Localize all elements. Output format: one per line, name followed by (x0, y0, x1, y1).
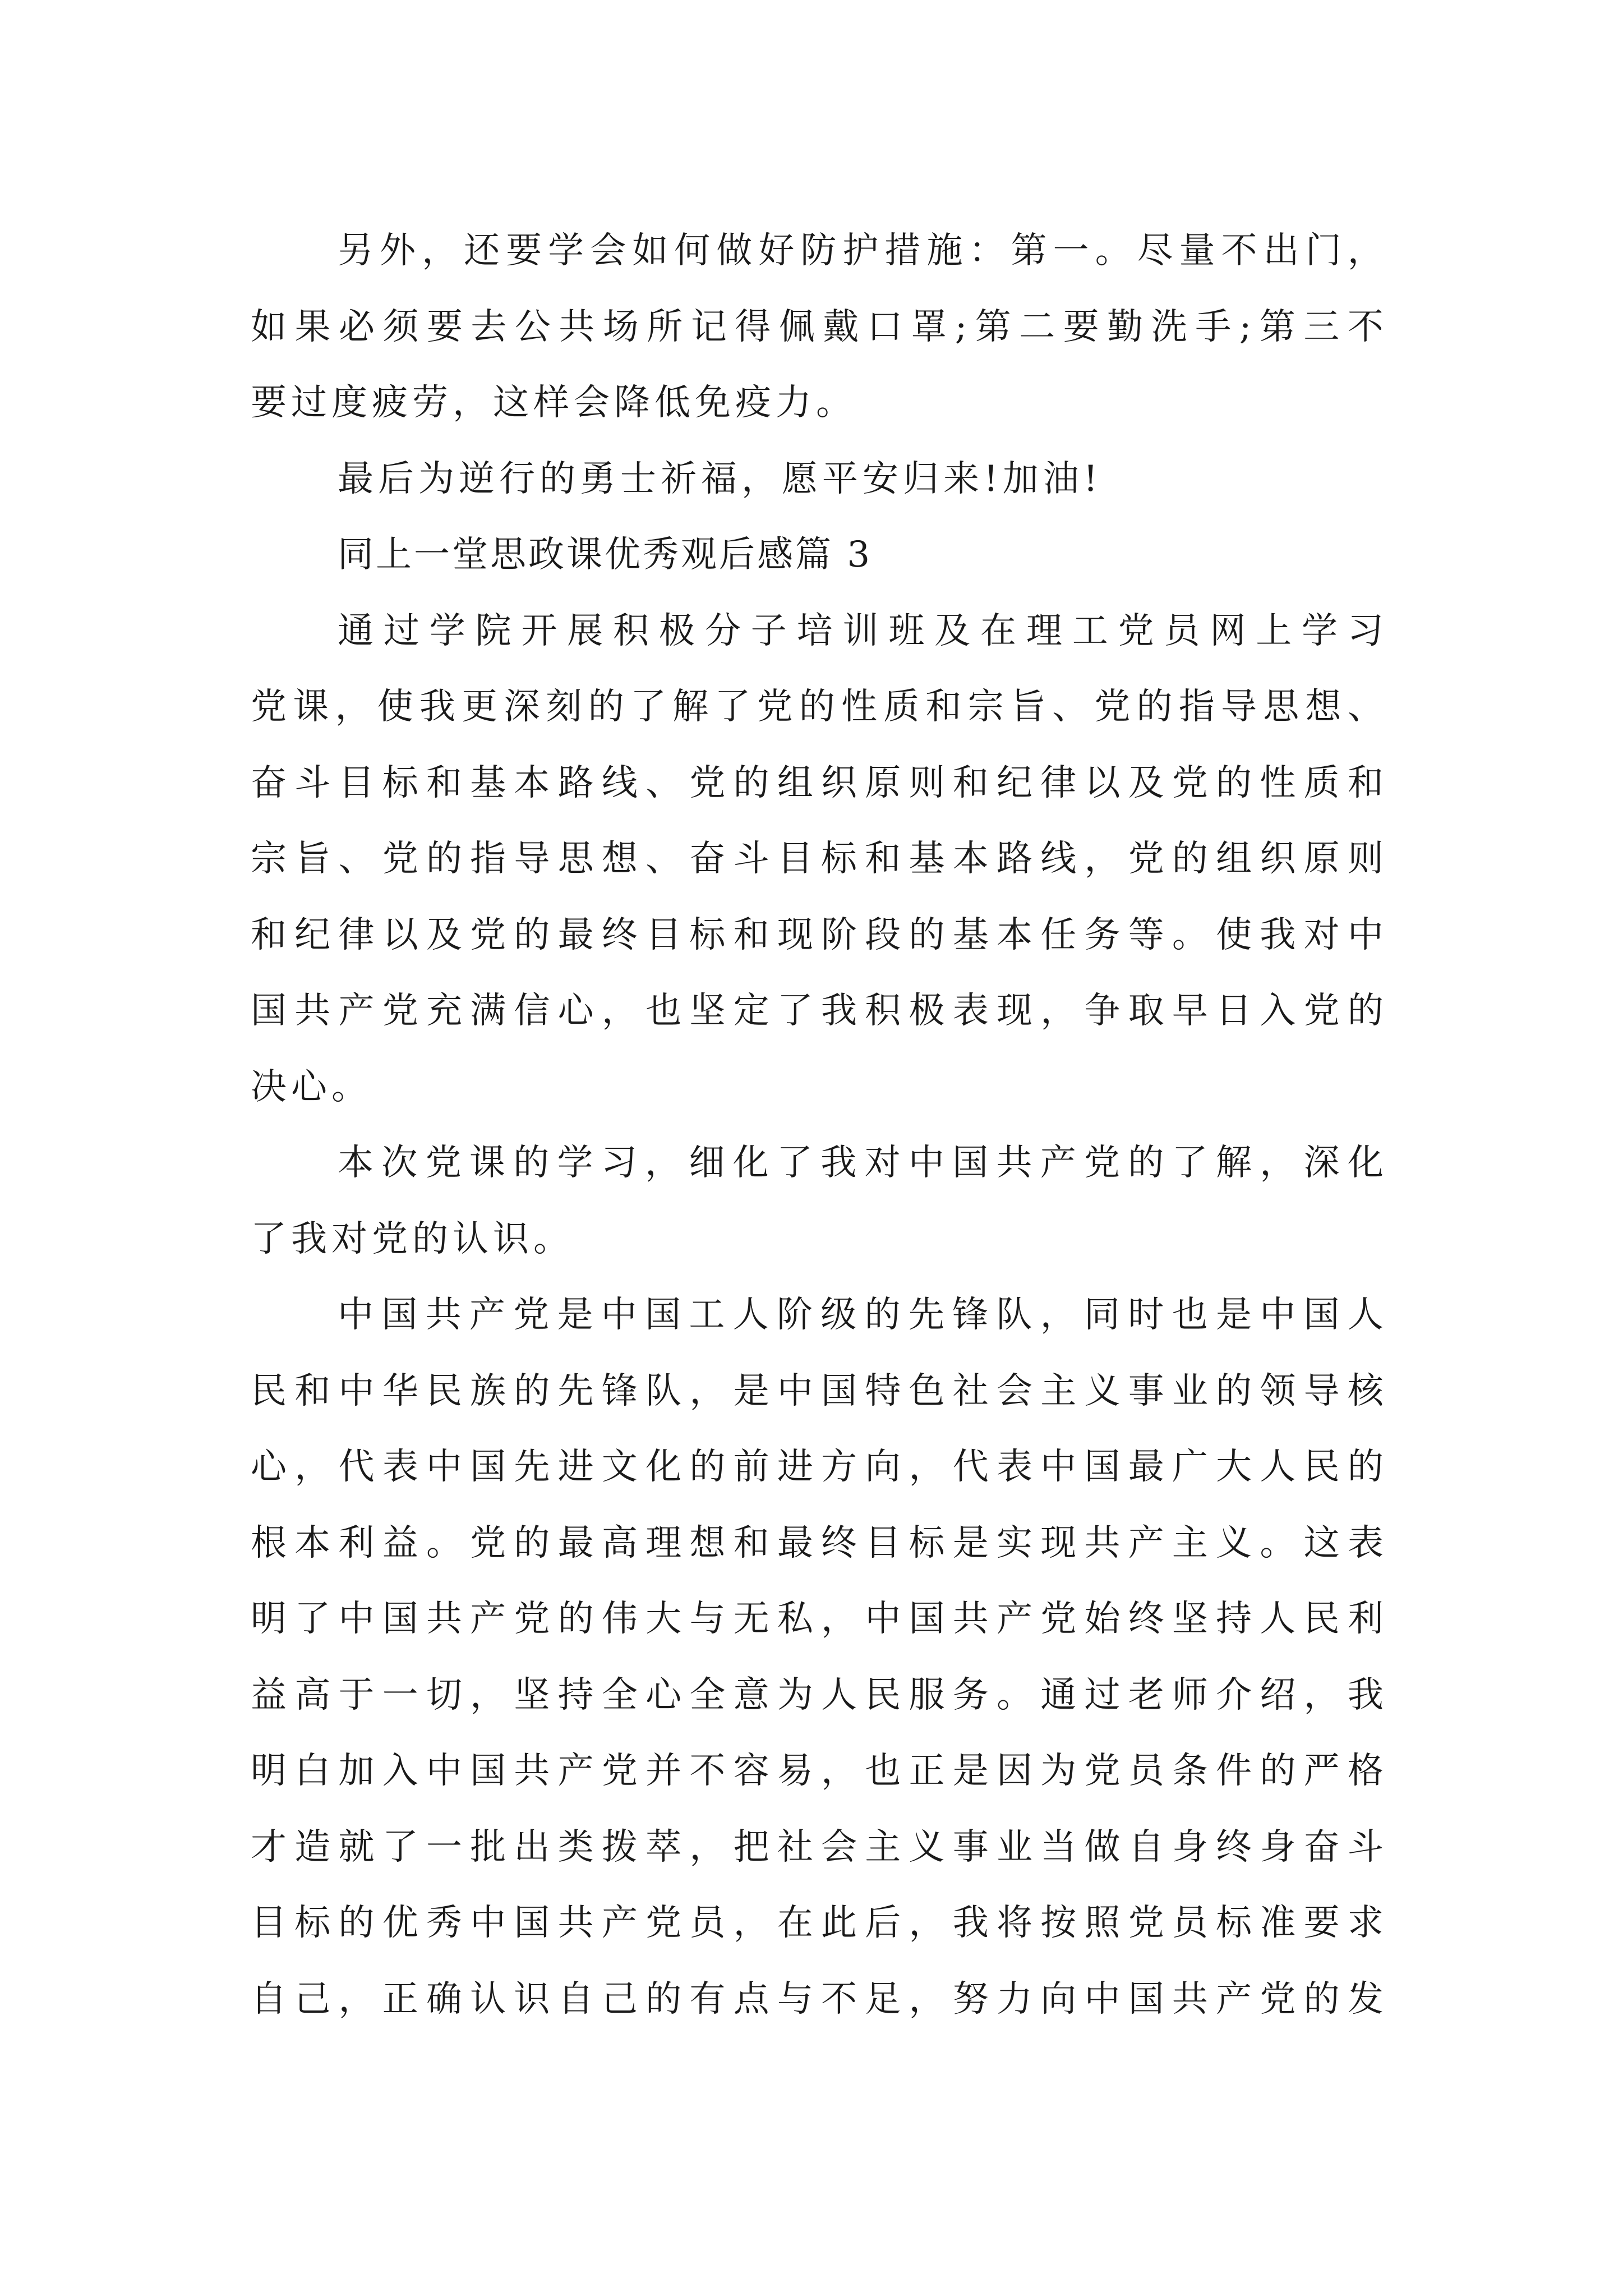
text-line: 益 高 于 一 切 ， 坚 持 全 心 全 意 为 人 民 服 务 。 通 过 老 师 介 绍 ， 我 (251, 1674, 1384, 1716)
text-line: 自 己 ， 正 确 认 识 自 己 的 有 点 与 不 足 ， 努 力 向 中 国 共 产 党 的 发 (251, 1978, 1384, 2020)
text-line: 明 白 加 入 中 国 共 产 党 并 不 容 易 ， 也 正 是 因 为 党 员 条 件 的 严 格 (251, 1750, 1384, 1792)
text-line: 通 过 学 院 开 展 积 极 分 子 培 训 班 及 在 理 工 党 员 网 上 学 习 (338, 610, 1384, 652)
document-body (251, 213, 1384, 2037)
text-line: 明 了 中 国 共 产 党 的 伟 大 与 无 私 ， 中 国 共 产 党 始 终 坚 持 人 民 利 (251, 1598, 1384, 1640)
text-line: 根 本 利 益 。 党 的 最 高 理 想 和 最 终 目 标 是 实 现 共 产 主 义 。 这 表 (251, 1522, 1384, 1564)
text-line: 奋 斗 目 标 和 基 本 路 线 、 党 的 组 织 原 则 和 纪 律 以 及 党 的 性 质 和 (251, 762, 1384, 804)
text-line: 本 次 党 课 的 学 习 ， 细 化 了 我 对 中 国 共 产 党 的 了 解 ， 深 化 (338, 1142, 1384, 1184)
text-line: 和 纪 律 以 及 党 的 最 终 目 标 和 现 阶 段 的 基 本 任 务 等 。 使 我 对 中 (251, 914, 1384, 956)
text-line: 民 和 中 华 民 族 的 先 锋 队 ， 是 中 国 特 色 社 会 主 义 事 业 的 领 导 核 (251, 1370, 1384, 1412)
text-line: 才 造 就 了 一 批 出 类 拨 萃 ， 把 社 会 主 义 事 业 当 做 自 身 终 身 奋 斗 (251, 1826, 1384, 1868)
text-line: 另 外 ， 还 要 学 会 如 何 做 好 防 护 措 施 ： 第 一 。 尽 量 不 出 门 ， (338, 230, 1384, 272)
text-line: 要过度疲劳，这样会降低免疫力。 (251, 382, 856, 424)
text-line: 国 共 产 党 充 满 信 心 ， 也 坚 定 了 我 积 极 表 现 ， 争 取 早 日 入 党 的 (251, 990, 1384, 1032)
text-line: 党 课 ， 使 我 更 深 刻 的 了 解 了 党 的 性 质 和 宗 旨 、 党 的 指 导 思 想 、 (251, 686, 1384, 728)
text-line: 决心。 (251, 1066, 372, 1108)
text-line: 了我对党的认识。 (251, 1218, 574, 1260)
text-line: 最后为逆行的勇士祈福，愿平安归来!加油! (338, 458, 1103, 500)
text-line: 宗 旨 、 党 的 指 导 思 想 、 奋 斗 目 标 和 基 本 路 线 ， 党 的 组 织 原 则 (251, 838, 1384, 880)
text-line: 中 国 共 产 党 是 中 国 工 人 阶 级 的 先 锋 队 ， 同 时 也 是 中 国 人 (338, 1294, 1384, 1336)
section-heading: 同上一堂思政课优秀观后感篇 3 (338, 534, 873, 576)
text-line: 如 果 必 须 要 去 公 共 场 所 记 得 佩 戴 口 罩 ; 第 二 要 勤 洗 手 ; 第 三 不 (251, 306, 1384, 348)
text-line: 心 ， 代 表 中 国 先 进 文 化 的 前 进 方 向 ， 代 表 中 国 最 广 大 人 民 的 (251, 1446, 1384, 1488)
text-line: 目 标 的 优 秀 中 国 共 产 党 员 ， 在 此 后 ， 我 将 按 照 党 员 标 准 要 求 (251, 1902, 1384, 1944)
